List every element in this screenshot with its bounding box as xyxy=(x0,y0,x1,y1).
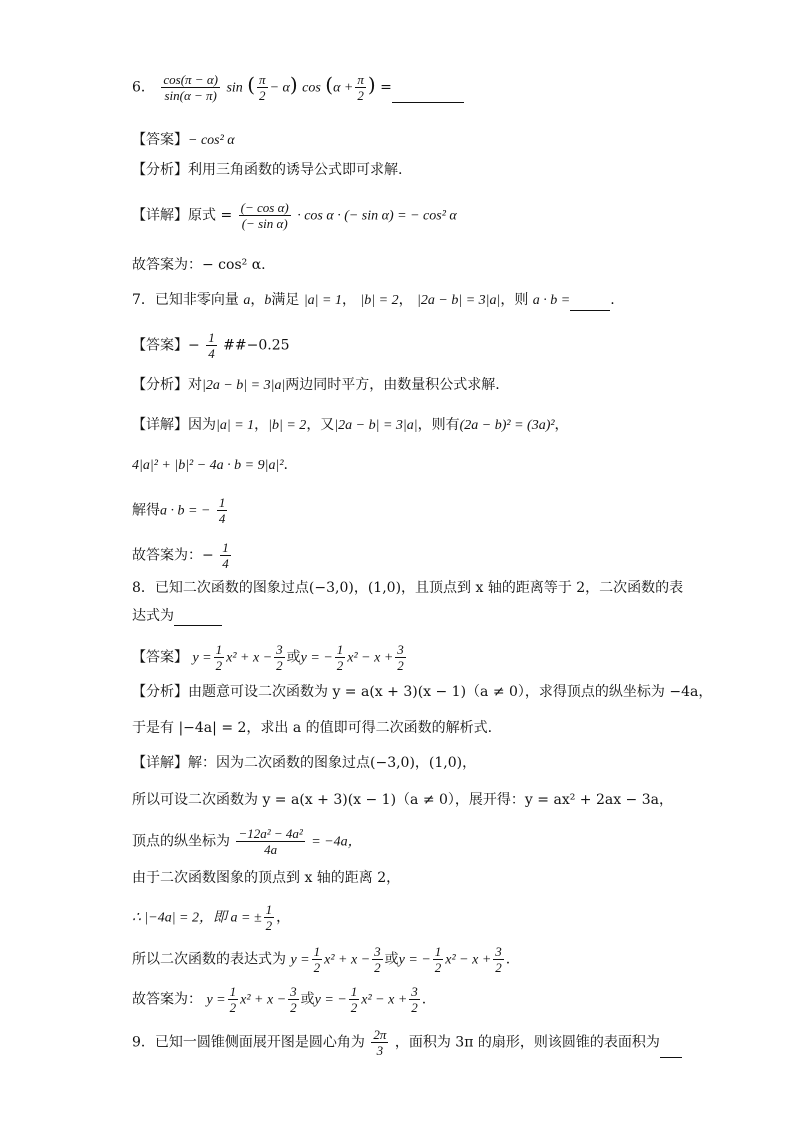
fraction: $\frac{3}{2}$ xyxy=(411,984,418,1015)
fraction: $\frac{1}{2}$ xyxy=(265,902,273,933)
expr-part: α + xyxy=(333,80,354,96)
q8-conclusion: 故答案为： y = $\frac{1}{2}$ x² + x − $\frac{3}{2}$ 或y = − $\frac{1}{2}$ x² − x + $\frac{3}{2}$ . xyxy=(132,984,427,1015)
analysis-text: 两边同时平方，由数量积公式求解. xyxy=(285,377,500,393)
q7-stem: 7．已知非零向量 a，b满足 |a| = 1， |b| = 2， |2a − b| = 3|a|，则 a · b = . xyxy=(132,290,615,311)
detail-text: 由于二次函数图象的顶点到 x 轴的距离 2， xyxy=(132,870,401,886)
stem-text: ，则 xyxy=(500,292,529,308)
fraction: $\frac{1}{2}$ xyxy=(336,642,344,673)
question-number: 7． xyxy=(132,292,155,308)
answer-alt: ##−0.25 xyxy=(223,337,290,354)
q8-answer: 【答案】 y = $\frac{1}{2}$ x² + x − $\frac{3}{2}$ 或y = − $\frac{1}{2}$ x² − x + $\frac{3}{2}$ xyxy=(132,642,404,673)
fraction: $\frac{\pi}{2}$ xyxy=(357,72,364,103)
vector-a: a xyxy=(243,293,251,308)
question-number: 9． xyxy=(132,1034,155,1051)
detail-text: 所以可设二次函数为 y = a(x + 3)(x − 1)（a ≠ 0），展开得：y = ax² + 2ax − 3a， xyxy=(132,792,673,808)
q8-vertex: 顶点的纵坐标为 $\frac{\text{−12a² − 4a²}}{4a}$ = −4a， xyxy=(132,826,362,857)
analysis-tag: 【分析】 xyxy=(132,162,188,178)
q6-analysis xyxy=(132,160,402,180)
stem-text: 已知二次函数的图象过点(−3,0)，(1,0)，且顶点到 x 轴的距离等于 2，二次函数的表 xyxy=(154,580,684,596)
q7-detail-line2: 4|a|² + |b|² − 4a · b = 9|a|². xyxy=(132,457,288,473)
condition: |a| = 1 xyxy=(303,293,342,308)
fraction: $\frac{1}{2}$ xyxy=(350,984,358,1015)
detail-tag: 【详解】 xyxy=(132,755,188,771)
fraction: $\frac{3}{2}$ xyxy=(290,984,297,1015)
fraction: $\frac{1}{2}$ xyxy=(434,944,442,975)
stem-text: 已知非零向量 xyxy=(154,292,239,308)
q8-therefore: ∴ |−4a| = 2，即 a = ± $\frac{1}{2}$ ， xyxy=(132,902,291,933)
fraction: $\frac{3}{2}$ xyxy=(374,944,381,975)
fraction: $\frac{1}{2}$ xyxy=(215,642,223,673)
fraction: $\frac{\text{(− cos α)}}{\text{(− sin α)}}$ xyxy=(240,200,289,231)
fraction: $\frac{1}{4}$ xyxy=(208,330,215,361)
q8-detail-line4 xyxy=(132,868,400,888)
fraction: $\frac{2\pi}{3}$ xyxy=(373,1027,387,1058)
answer-blank xyxy=(174,611,222,626)
analysis-tag: 【分析】 xyxy=(132,684,188,700)
fraction: $\frac{\text{−12a² − 4a²}}{4a}$ xyxy=(238,826,303,857)
dot-product: a · b = xyxy=(532,293,571,308)
q7-analysis: 【分析】对|2a − b| = 3|a|两边同时平方，由数量积公式求解. xyxy=(132,377,500,393)
expr-part: cos xyxy=(302,80,321,96)
answer-blank xyxy=(660,1043,682,1058)
solve-expr: a · b = − xyxy=(160,503,211,519)
q8-analysis-line2 xyxy=(132,718,492,738)
q7-solve: 解得a · b = − $\frac{1}{4}$ xyxy=(132,495,226,526)
answer-tag: 【答案】 xyxy=(132,649,188,666)
q6-detail xyxy=(132,200,457,231)
fraction: $\frac{1}{2}$ xyxy=(229,984,237,1015)
stem-text: 达式为 xyxy=(132,608,174,624)
q6-stem: 6． $\frac{\cos(\pi - \alpha)}{\sin(\alpha - \pi)}$ sin ( $\frac{\pi}{2}$ − α) cos (α + $\frac{\pi}{2}$ ) = xyxy=(132,72,464,103)
detail-expr: 4|a|² + |b|² − 4a · b = 9|a|² xyxy=(132,458,284,473)
conclusion-text: 故答案为：− xyxy=(132,547,214,564)
question-number: 8． xyxy=(132,580,155,596)
q6-answer xyxy=(132,130,235,151)
q8-stem-line2 xyxy=(132,606,222,626)
vector-b: b xyxy=(264,293,272,308)
q6-conclusion xyxy=(132,255,266,275)
detail-text: 原式 = xyxy=(188,207,233,224)
q8-stem xyxy=(132,578,683,598)
q8-analysis xyxy=(132,682,712,702)
stem-text: ，面积为 3π 的扇形，则该圆锥的表面积为 xyxy=(394,1034,660,1051)
analysis-text: 于是有 |−4a| = 2，求出 a 的值即可得二次函数的解析式. xyxy=(132,720,493,736)
q8-detail xyxy=(132,753,476,773)
fraction: $\frac{3}{2}$ xyxy=(397,642,404,673)
stem-text: 已知一圆锥侧面展开图是圆心角为 xyxy=(154,1034,365,1051)
answer-tag: 【答案】 xyxy=(132,132,188,148)
analysis-text: 利用三角函数的诱导公式即可求解. xyxy=(188,162,403,178)
condition: |b| = 2 xyxy=(360,293,399,308)
fraction: $\frac{\pi}{2}$ xyxy=(259,72,266,103)
fraction: $\frac{1}{4}$ xyxy=(218,495,226,526)
q7-detail: 【详解】因为|a| = 1，|b| = 2，又|2a − b| = 3|a|，则有(2a − b)² = (3a)²， xyxy=(132,417,569,433)
detail-text: 解：因为二次函数的图象过点(−3,0)，(1,0)， xyxy=(188,755,477,771)
fraction: $\frac{1}{4}$ xyxy=(222,540,229,571)
answer-tag: 【答案】 xyxy=(132,337,188,354)
fraction: $\frac{1}{2}$ xyxy=(313,944,321,975)
detail-expr: · cos α · (− sin α) = − cos² α xyxy=(297,208,457,224)
answer-text: − cos² α xyxy=(188,133,235,148)
q8-detail-line2 xyxy=(132,790,673,810)
conclusion-text: 故答案为：− cos² α. xyxy=(132,257,266,273)
fraction: $\frac{3}{2}$ xyxy=(495,944,502,975)
stem-text: 满足 xyxy=(271,292,300,308)
expr-part: − α xyxy=(269,80,290,96)
equals-sign: = xyxy=(380,79,392,96)
analysis-tag: 【分析】 xyxy=(132,377,188,393)
detail-tag: 【详解】 xyxy=(132,207,188,224)
answer-blank xyxy=(570,296,610,311)
q9-stem xyxy=(132,1027,682,1058)
answer-blank xyxy=(392,88,464,103)
q7-conclusion xyxy=(132,540,233,571)
fraction: $\frac{\cos(\pi - \alpha)}{\sin(\alpha - \pi)}$ xyxy=(163,72,218,103)
q7-answer: 【答案】− $\frac{1}{4}$ ##−0.25 xyxy=(132,330,290,361)
analysis-expr: |2a − b| = 3|a| xyxy=(202,378,286,393)
expr-part: sin xyxy=(226,80,243,96)
fraction: $\frac{3}{2}$ xyxy=(276,642,283,673)
analysis-text: 由题意可设二次函数为 y = a(x + 3)(x − 1)（a ≠ 0），求得顶点的纵坐标为 −4a， xyxy=(188,684,713,700)
detail-tag: 【详解】 xyxy=(132,417,188,433)
condition: |2a − b| = 3|a| xyxy=(417,293,501,308)
q8-final: 所以二次函数的表达式为 y = $\frac{1}{2}$ x² + x − $\frac{3}{2}$ 或y = − $\frac{1}{2}$ x² − x + $\frac{3}{2}$ . xyxy=(132,944,511,975)
question-number: 6． xyxy=(132,79,155,96)
